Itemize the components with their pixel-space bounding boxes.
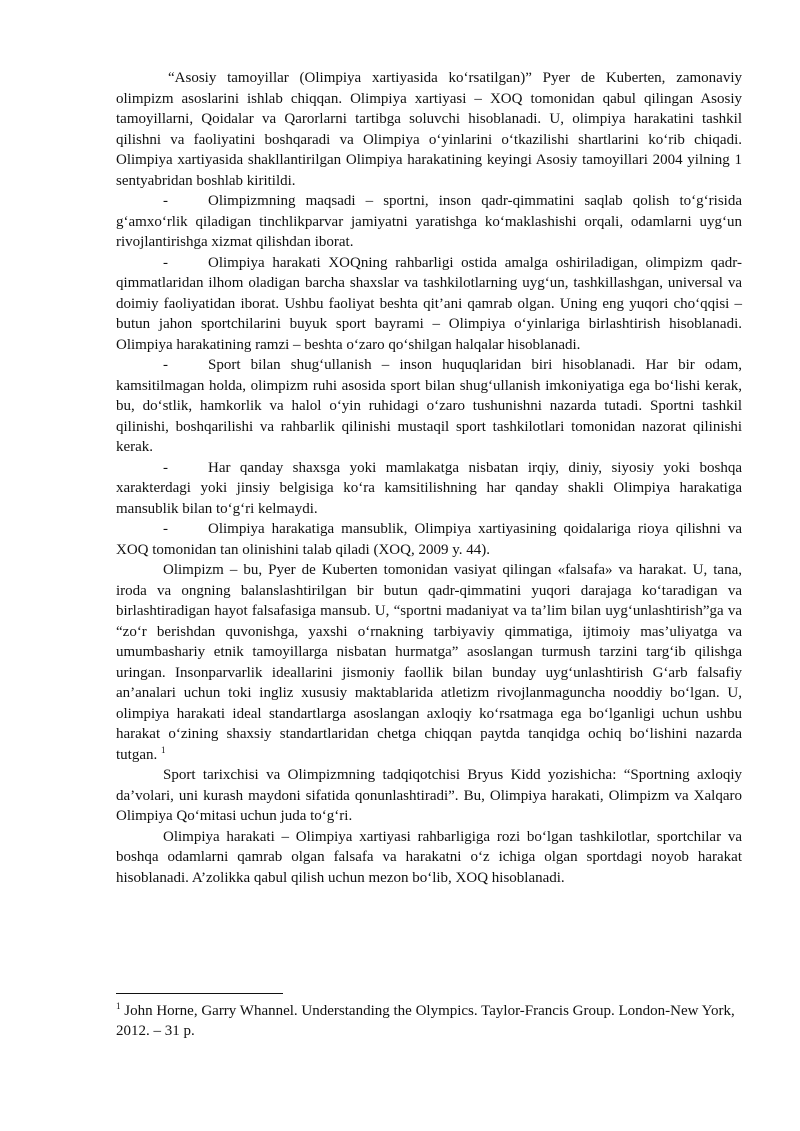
bullet-dash: - <box>163 193 168 209</box>
bullet-item <box>116 355 742 458</box>
bullet-dash: - <box>163 521 168 537</box>
footnote-reference[interactable]: 1 <box>161 744 166 755</box>
bullet-dash: - <box>163 459 168 476</box>
bullet-item <box>116 253 742 356</box>
bullet-text: Olimpizmning maqsadi – sportni, inson qadr-qimmatini saqlab qolish to‘g‘risida g‘amxo‘rlik qiladigan tinchlikparvar jamiyatni yaratishga ko‘maklashishi orqali, odamlarni uyg‘un rivojlantirishga xizmat qilishdan iborat. <box>116 193 742 250</box>
bullet-dash: - <box>163 254 168 271</box>
bullet-item <box>116 191 742 253</box>
bullet-dash: - <box>163 357 168 373</box>
bullet-item <box>116 458 742 520</box>
footnote-separator <box>116 993 283 994</box>
footnote <box>116 1001 742 1041</box>
bullet-item <box>116 519 742 560</box>
paragraph-olympism <box>116 560 742 765</box>
bullet-text: Har qanday shaxsga yoki mamlakatga nisbatan irqiy, diniy, siyosiy yoki boshqa xarakterdagi yoki jinsiy belgisiga ko‘ra kamsitilishning har qanday shakli Olimpiya harakatiga mansublik bilan to‘g‘ri kelmaydi. <box>116 459 742 517</box>
document-body <box>116 68 742 888</box>
footnote-text: John Horne, Garry Whannel. Understanding the Olympics. Taylor-Francis Group. London-New York, 2012. – 31 p. <box>116 1003 735 1039</box>
bullet-text: Olimpiya harakatiga mansublik, Olimpiya xartiyasining qoidalariga rioya qilishni va XOQ tomonidan tan olinishini talab qiladi (XOQ, 2009 y. 44). <box>116 521 742 558</box>
bullet-text: Sport bilan shug‘ullanish – inson huquqlaridan biri hisoblanadi. Har bir odam, kamsitilmagan holda, olimpizm ruhi asosida sport bilan shug‘ullanish imkoniyatiga ega bo‘lishi kerak, bu, do‘stlik, hamkorlik va halol o‘yin ruhidagi o‘zaro tushunishni nazarda tutadi. Sportni tashkil qilinishi, boshqarilishi va rahbarlik qilinishi mustaqil sport tashkilotlari tomonidan nazorat qilinishi kerak. <box>116 357 742 455</box>
paragraph-olympism-text: Olimpizm – bu, Pyer de Kuberten tomonidan vasiyat qilingan «falsafa» va harakat. U, tana, iroda va ongning balanslashtirilgan bir butun qadr-qimmatini yuqori darajaga ko‘taradigan va birlashtiradigan hayot falsafasiga mansub. U, “sportni madaniyat va ta’lim bilan uyg‘unlashtirish”ga va “zo‘r berishdan quvonishga, yaxshi o‘rnakning tarbiyaviy qimmatiga, ijtimoiy mas’uliyatga va umumbashariy etnik tamoyillarga nisbatan hurmatga” asoslangan turmush tarzini targ‘ib qilishga uringan. Insonparvarlik ideallarini jismoniy faollik bilan bunday uyg‘unlashtirish G‘arb falsafiy an’analari uchun toki ingliz xususiy maktablarida atletizm rivojlanmaguncha nooddiy bo‘lgan. U, olimpiya harakati ideal standartlarga asoslangan axloqiy ko‘rsatmaga ega bo‘lganligi uchun ushbu harakat o‘zining shaxsiy standartlaridan chetga chiqqan paytda tanqidga ochiq bo‘lishini nazarda tutgan. <box>116 562 742 763</box>
bullet-text: Olimpiya harakati XOQning rahbarligi ostida amalga oshiriladigan, olimpizm qadr-qimmatlaridan ilhom oladigan barcha shaxslar va tashkilotlarning uyg‘un, tashkillashgan, universal va doimiy faoliyatidan iborat. Ushbu faoliyat beshta qit’ani qamrab olgan. Uning eng yuqori cho‘qqisi – butun jahon sportchilarini buyuk sport bayrami – Olimpiya o‘yinlariga birlashtirish hisoblanadi. Olimpiya harakatining ramzi – beshta o‘zaro qo‘shilgan halqalar hisoblanadi. <box>116 254 742 353</box>
footnote-marker: 1 <box>116 1001 121 1011</box>
paragraph-intro: “Asosiy tamoyillar (Olimpiya xartiyasida ko‘rsatilgan)” Pyer de Kuberten, zamonaviy olimpizm asoslarini ishlab chiqqan. Olimpiya xartiyasi – XOQ tomonidan qabul qilingan Asosiy tamoyillarni, Qoidalar va Qarorlarni tartibga soluvchi hisoblanadi. U, olimpiya harakatini tashkil qilishni va faoliyatini boshqaradi va Olimpiya o‘yinlarini o‘tkazilishi shartlarini ko‘rib chiqadi. Olimpiya xartiyasida shakllantirilgan Olimpiya harakatining keyingi Asosiy tamoyillari 2004 yilning 1 sentyabridan boshlab kiritildi. <box>116 70 742 189</box>
paragraph-kidd: Sport tarixchisi va Olimpizmning tadqiqotchisi Bryus Kidd yozishicha: “Sportning axloqiy da’volari, uni kurash maydoni sifatida qonunlashtiradi”. Bu, Olimpiya harakati, Olimpizm va Xalqaro Olimpiya Qo‘mitasi uchun juda to‘g‘ri. <box>116 767 742 824</box>
paragraph-movement: Olimpiya harakati – Olimpiya xartiyasi rahbarligiga rozi bo‘lgan tashkilotlar, sportchilar va boshqa odamlarni qamrab olgan falsafa va harakatni o‘z ichiga olgan sportdagi noyob harakat hisoblanadi. A’zolikka qabul qilish uchun mezon bo‘lib, XOQ hisoblanadi. <box>116 828 742 886</box>
